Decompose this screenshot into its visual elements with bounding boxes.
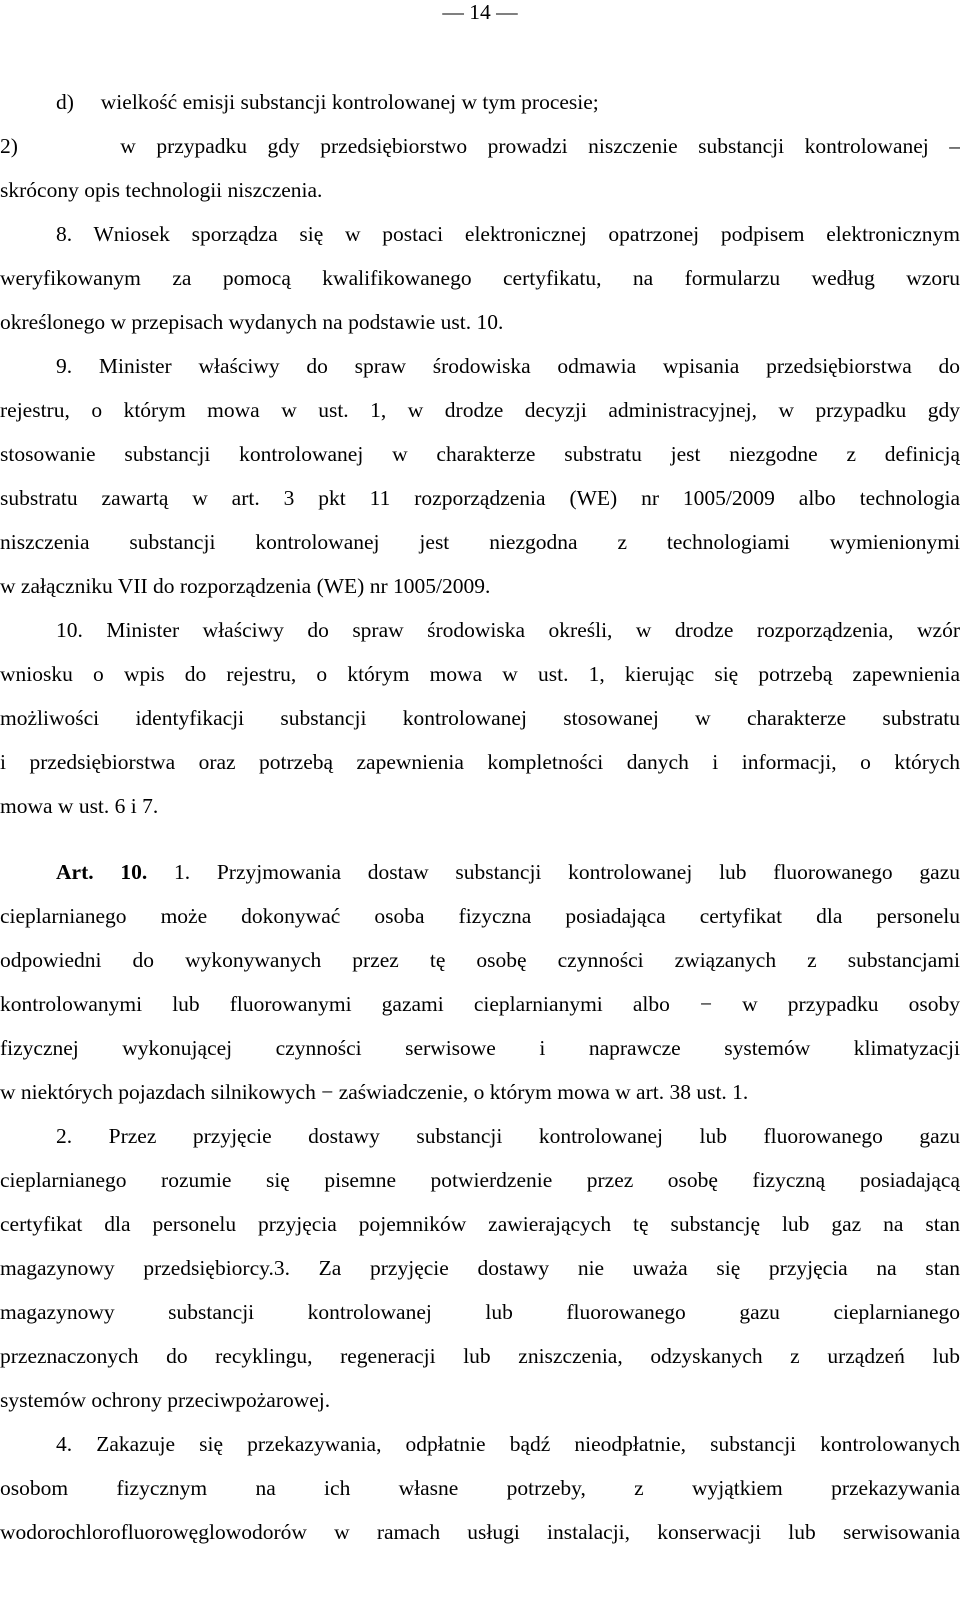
paragraph-line bbox=[0, 1026, 960, 1070]
paragraph-line-text: 1. Przyjmowania dostaw substancji kontrolowanej lub fluorowanego gazu bbox=[173, 860, 960, 884]
paragraph-line-text: cieplarnianego rozumie się pisemne potwierdzenie przez osobę fizyczną posiadającą bbox=[0, 1168, 960, 1192]
paragraph-line-text: możliwości identyfikacji substancji kontrolowanej stosowanej w charakterze substratu bbox=[0, 706, 960, 730]
paragraph-line-text: wodorochlorofluorowęglowodorów w ramach usługi instalacji, konserwacji lub serwisowania bbox=[0, 1520, 960, 1544]
paragraph-line: d) wielkość emisji substancji kontrolowanej w tym procesie; bbox=[56, 90, 599, 114]
paragraph-line-text: fizycznej wykonującej czynności serwisowe i naprawcze systemów klimatyzacji bbox=[0, 1036, 960, 1060]
paragraph-line bbox=[0, 1290, 960, 1334]
paragraph-line-text: magazynowy przedsiębiorcy.3. Za przyjęcie dostawy nie uważa się przyjęcia na stan bbox=[0, 1256, 960, 1280]
paragraph-line-text: odpowiedni do wykonywanych przez tę osobę czynności związanych z substancjami bbox=[0, 948, 960, 972]
document-body bbox=[0, 80, 960, 1554]
paragraph-line bbox=[0, 652, 960, 696]
paragraph-line bbox=[0, 1510, 960, 1554]
paragraph-line-text: 9. Minister właściwy do spraw środowiska odmawia wpisania przedsiębiorstwa do bbox=[56, 354, 960, 378]
paragraph-line-text: kontrolowanymi lub fluorowanymi gazami cieplarnianymi albo − w przypadku osoby bbox=[0, 992, 960, 1016]
paragraph-line-text: mowa w ust. 6 i 7. bbox=[0, 794, 159, 818]
paragraph-line-text: niszczenia substancji kontrolowanej jest niezgodna z technologiami wymienionymi bbox=[0, 530, 960, 554]
paragraph-line bbox=[0, 696, 960, 740]
paragraph-line bbox=[0, 388, 960, 432]
paragraph-line bbox=[0, 1466, 960, 1510]
paragraph-line-text: certyfikat dla personelu przyjęcia pojemników zawierających tę substancję lub gaz na stan bbox=[0, 1212, 960, 1236]
page-number: — 14 — bbox=[442, 0, 518, 24]
paragraph-line-text: określonego w przepisach wydanych na podstawie ust. 10. bbox=[0, 310, 504, 334]
paragraph-9-start bbox=[0, 344, 960, 388]
paragraph-line bbox=[0, 476, 960, 520]
paragraph-line bbox=[0, 982, 960, 1026]
paragraph-line-text: rejestru, o którym mowa w ust. 1, w drodze decyzji administracyjnej, w przypadku gdy bbox=[0, 398, 960, 422]
paragraph-2-start bbox=[0, 1114, 960, 1158]
paragraph-line: 2) w przypadku gdy przedsiębiorstwo prowadzi niszczenie substancji kontrolowanej – bbox=[0, 134, 960, 158]
paragraph-line-text: weryfikowanym za pomocą kwalifikowanego certyfikatu, na formularzu według wzoru bbox=[0, 266, 960, 290]
paragraph-line-text: 4. Zakazuje się przekazywania, odpłatnie bądź nieodpłatnie, substancji kontrolowanych bbox=[56, 1432, 960, 1456]
section-gap bbox=[0, 828, 960, 850]
paragraph-line bbox=[0, 1202, 960, 1246]
paragraph-line-text: magazynowy substancji kontrolowanej lub fluorowanego gazu cieplarnianego bbox=[0, 1300, 960, 1324]
paragraph-line-text: skrócony opis technologii niszczenia. bbox=[0, 178, 323, 202]
paragraph-line-text: w niektórych pojazdach silnikowych − zaświadczenie, o którym mowa w art. 38 ust. 1. bbox=[0, 1080, 749, 1104]
paragraph-line bbox=[0, 938, 960, 982]
paragraph-line-text: 2. Przez przyjęcie dostawy substancji kontrolowanej lub fluorowanego gazu bbox=[56, 1124, 960, 1148]
article-10-start bbox=[0, 850, 960, 894]
paragraph-line bbox=[0, 432, 960, 476]
paragraph-line-text: wniosku o wpis do rejestru, o którym mowa w ust. 1, kierując się potrzebą zapewnienia bbox=[0, 662, 960, 686]
paragraph-line-text: stosowanie substancji kontrolowanej w charakterze substratu jest niezgodne z definicją bbox=[0, 442, 960, 466]
paragraph-line bbox=[0, 256, 960, 300]
paragraph-8-start bbox=[0, 212, 960, 256]
paragraph-line-text: osobom fizycznym na ich własne potrzeby, z wyjątkiem przekazywania bbox=[0, 1476, 960, 1500]
paragraph-line bbox=[0, 1158, 960, 1202]
paragraph-line-text: 8. Wniosek sporządza się w postaci elektronicznej opatrzonej podpisem elektronicznym bbox=[56, 222, 960, 246]
list-item-2 bbox=[0, 124, 960, 168]
paragraph-line-text: przeznaczonych do recyklingu, regeneracji lub zniszczenia, odzyskanych z urządzeń lub bbox=[0, 1344, 960, 1368]
list-item-d bbox=[0, 80, 960, 124]
paragraph-10-start bbox=[0, 608, 960, 652]
paragraph-line bbox=[0, 740, 960, 784]
paragraph-line-text: w załączniku VII do rozporządzenia (WE) nr 1005/2009. bbox=[0, 574, 491, 598]
paragraph-4-start bbox=[0, 1422, 960, 1466]
paragraph-line-text: i przedsiębiorstwa oraz potrzebą zapewnienia kompletności danych i informacji, o których bbox=[0, 750, 960, 774]
paragraph-line bbox=[0, 1334, 960, 1378]
paragraph-line-text: substratu zawartą w art. 3 pkt 11 rozporządzenia (WE) nr 1005/2009 albo technologia bbox=[0, 486, 960, 510]
paragraph-line-text: cieplarnianego może dokonywać osoba fizyczna posiadająca certyfikat dla personelu bbox=[0, 904, 960, 928]
paragraph-line bbox=[0, 894, 960, 938]
paragraph-line-text: systemów ochrony przeciwpożarowej. bbox=[0, 1388, 331, 1412]
paragraph-line bbox=[0, 1246, 960, 1290]
paragraph-line bbox=[0, 520, 960, 564]
paragraph-line-text: 10. Minister właściwy do spraw środowiska określi, w drodze rozporządzenia, wzór bbox=[56, 618, 960, 642]
article-heading: Art. 10. bbox=[56, 860, 148, 884]
